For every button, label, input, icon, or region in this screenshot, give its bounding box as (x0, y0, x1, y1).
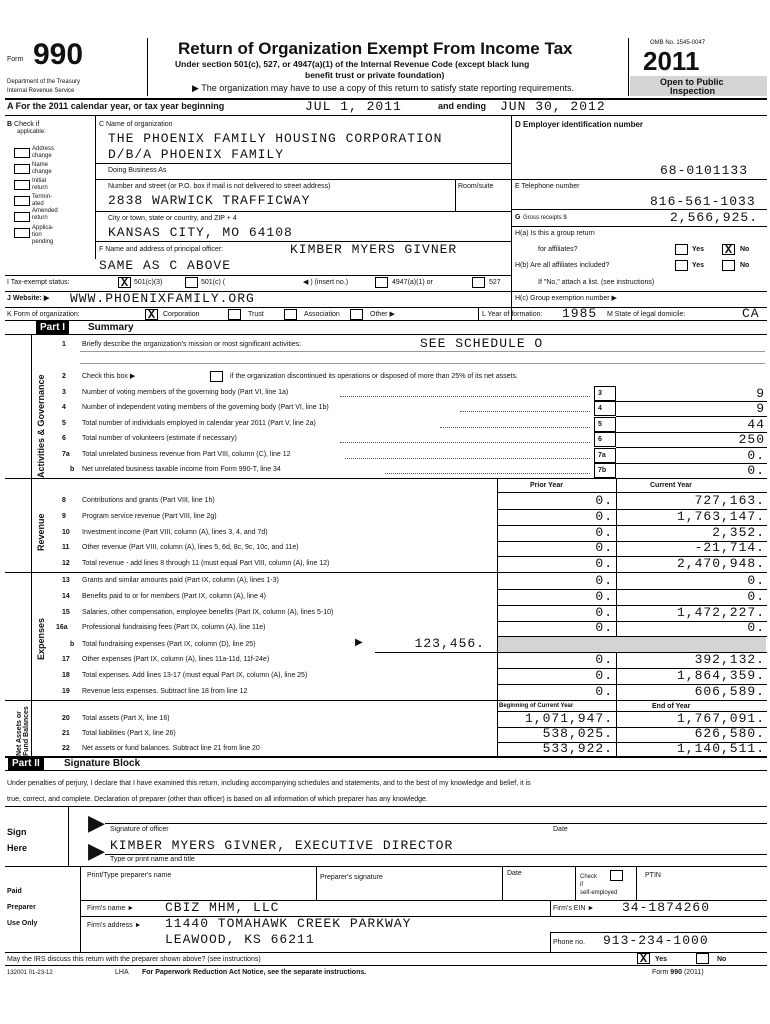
current-year-value[interactable]: 392,132. (694, 652, 765, 667)
dot-leader (345, 458, 590, 459)
current-year-value[interactable]: 0. (747, 589, 765, 604)
gov-box-num: 4 (598, 405, 602, 412)
part1-label: Part I (36, 321, 69, 334)
street-address[interactable]: 2838 WARWICK TRAFFICWAY (108, 193, 311, 208)
gov-line-num: 6 (62, 435, 66, 442)
side-net-assets: Net Assets or Fund Balances (16, 706, 30, 756)
status-501c-label: 501(c) ( (201, 279, 226, 286)
self-employed-label: self-employed (580, 890, 618, 896)
website-label: J Website: ▶ (7, 295, 50, 302)
money-line-num: 15 (62, 609, 70, 616)
city-state-zip[interactable]: KANSAS CITY, MO 64108 (108, 225, 293, 240)
money-line-text: Total revenue - add lines 8 through 11 (must equal Part VIII, column (A), line 12) (82, 560, 330, 567)
gross-receipts[interactable]: 2,566,925. (670, 210, 759, 225)
money-line-num: 9 (62, 513, 66, 520)
principal-officer[interactable]: KIMBER MYERS GIVNER (290, 242, 458, 257)
affiliates-included-label: H(b) Are all affiliates included? (515, 262, 610, 269)
attach-list-note: If "No," attach a list. (see instructions) (538, 279, 655, 286)
officer-address[interactable]: SAME AS C ABOVE (99, 258, 232, 273)
prior-year-value[interactable]: 0. (595, 493, 613, 508)
tax-year-end[interactable]: JUN 30, 2012 (500, 99, 606, 114)
check-label: Check (580, 874, 598, 880)
gov-line-value[interactable]: 0. (747, 448, 765, 463)
gov-line-num: 5 (62, 420, 66, 427)
side-activities: Activities & Governance (36, 374, 46, 478)
prior-year-value[interactable]: 0. (595, 684, 613, 699)
penalty-text-1: Under penalties of perjury, I declare that I have examined this return, including accompanying schedules and statements, and to the best of my knowledge and belief, it is (7, 780, 531, 787)
prep-sig-label: Preparer's signature (320, 874, 383, 881)
firm-ein-label: Firm's EIN ► (553, 905, 595, 912)
current-year-header: Current Year (650, 482, 692, 489)
arrow-icon: ▶ (355, 637, 363, 648)
current-year-value[interactable]: 1,864,359. (676, 668, 765, 683)
line2-check-text: Check this box ▶ (82, 373, 136, 380)
prep-date-label: Date (507, 870, 522, 877)
ha-no-label: No (740, 246, 750, 253)
money-line-text: Program service revenue (Part VIII, line 2g) (82, 513, 217, 520)
dept-treasury: Department of the Treasury (7, 79, 81, 85)
boy-header: Beginning of Current Year (499, 703, 574, 709)
money-line-num: 10 (62, 529, 70, 536)
gov-line-text: Total number of individuals employed in calendar year 2011 (Part V, line 2a) (82, 420, 316, 427)
form-trust-checkbox[interactable] (228, 309, 241, 320)
org-dba[interactable]: D/B/A PHOENIX FAMILY (108, 147, 285, 162)
g-label: G (515, 214, 521, 221)
state-domicile[interactable]: CA (742, 306, 760, 321)
current-year-value[interactable]: 1,140,511. (676, 741, 765, 756)
form-of-org-label: K Form of organization: (7, 311, 80, 318)
money-line-text: Total expenses. Add lines 13-17 (must equal Part IX, column (A), line 25) (82, 672, 308, 679)
money-line-num: 14 (62, 593, 70, 600)
form-other-label: Other ▶ (370, 311, 395, 318)
year-formation[interactable]: 1985 (562, 306, 598, 321)
prior-year-value[interactable]: 0. (595, 509, 613, 524)
dot-leader (460, 411, 590, 412)
status-527-checkbox[interactable] (472, 277, 485, 288)
and-ending: and ending (438, 101, 486, 111)
preparer-label: Preparer (7, 904, 36, 911)
gov-line-text: Total number of volunteers (estimate if necessary) (82, 435, 237, 442)
phone-label: E Telephone number (515, 183, 580, 190)
application-pending-label: Applica-tion pending (32, 225, 54, 245)
current-year-value[interactable]: 1,763,147. (676, 509, 765, 524)
prior-year-value[interactable]: 0. (595, 589, 613, 604)
footer-form: Form 990 (2011) (652, 969, 704, 976)
firm-name[interactable]: CBIZ MHM, LLC (165, 900, 280, 915)
firm-ein[interactable]: 34-1874260 (622, 900, 711, 915)
part2-title: Signature Block (64, 758, 141, 769)
gov-line-value[interactable]: 0. (747, 463, 765, 478)
prior-year-value[interactable]: 0. (595, 652, 613, 667)
money-line-num: 13 (62, 577, 70, 584)
gov-line-value[interactable]: 9 (756, 386, 765, 401)
eoy-header: End of Year (652, 703, 691, 710)
money-line-num: 12 (62, 560, 70, 567)
year-formation-label: L Year of formation: (482, 311, 543, 318)
gov-line-num: b (70, 466, 75, 473)
current-year-value[interactable]: 2,470,948. (676, 556, 765, 571)
tax-year-begin[interactable]: JUL 1, 2011 (305, 99, 402, 114)
money-line-text: Total liabilities (Part X, line 26) (82, 730, 176, 737)
money-line-num: 19 (62, 688, 70, 695)
checkbox-address-change[interactable] (14, 148, 30, 158)
form-other-checkbox[interactable] (350, 309, 363, 320)
discuss-yes-label: Yes (655, 956, 668, 963)
terminated-label: Termin-ated (32, 194, 53, 207)
prior-year-value[interactable]: 0. (595, 605, 613, 620)
status-501c3-checkbox[interactable]: X (118, 277, 131, 288)
money-line-text: Other expenses (Part IX, column (A), lines 11a-11d, 11f-24e) (82, 656, 270, 663)
paid-label: Paid (7, 888, 22, 895)
col-b-applicable: applicable: (17, 129, 46, 135)
type-name-label: Type or print name and title (110, 856, 195, 863)
discuss-yes-checkbox[interactable]: X (637, 953, 650, 964)
dot-leader (385, 473, 590, 474)
form-subtitle-2: benefit trust or private foundation) (305, 70, 445, 80)
prior-year-value[interactable]: 0. (595, 620, 613, 635)
hb-no-checkbox[interactable] (722, 260, 735, 271)
amended-return-label: Amended return (32, 208, 58, 221)
ein-value[interactable]: 68-0101133 (660, 163, 749, 178)
gov-line-text: Number of voting members of the governing body (Part VI, line 1a) (82, 389, 289, 396)
if-label: if (580, 882, 583, 888)
initial-return-label: Initial return (32, 178, 48, 191)
checkbox-application-pending[interactable] (14, 228, 30, 238)
current-year-value[interactable]: -21,714. (694, 540, 765, 555)
money-line-num: 22 (62, 745, 70, 752)
gov-line-value[interactable]: 44 (747, 417, 765, 432)
part2-label: Part II (8, 757, 44, 770)
checkbox-terminated[interactable] (14, 196, 30, 206)
form-corporation-label: Corporation (163, 311, 200, 318)
phone-value[interactable]: 816-561-1033 (650, 194, 756, 209)
officer-label: F Name and address of principal officer: (99, 246, 223, 253)
gov-line-text: Net unrelated business taxable income from Form 990-T, line 34 (82, 466, 281, 473)
hb-no-label: No (740, 262, 750, 269)
firm-name-label: Firm's name ► (87, 905, 135, 912)
ha-yes-checkbox[interactable] (675, 244, 688, 255)
prior-year-value[interactable]: 1,071,947. (524, 711, 613, 726)
discontinued-checkbox[interactable] (210, 371, 223, 382)
gov-line-value[interactable]: 250 (738, 432, 765, 447)
firm-address-1[interactable]: 11440 TOMAHAWK CREEK PARKWAY (165, 916, 412, 931)
ha-no-checkbox[interactable]: X (722, 244, 735, 255)
address-change-label: Address change (32, 146, 55, 159)
dot-leader (340, 442, 590, 443)
form-corporation-checkbox[interactable]: X (145, 309, 158, 320)
gross-receipts-label: Gross receipts $ (523, 215, 567, 221)
affiliates-label: for affiliates? (538, 246, 578, 253)
org-name[interactable]: THE PHOENIX FAMILY HOUSING CORPORATION (108, 131, 443, 146)
money-line-text: Professional fundraising fees (Part IX, column (A), line 11e) (82, 624, 266, 631)
gov-line-num: 4 (62, 404, 66, 411)
sig-date-label: Date (553, 826, 568, 833)
hb-yes-label: Yes (692, 262, 705, 269)
checkbox-initial-return[interactable] (14, 180, 30, 190)
gov-line-value[interactable]: 9 (756, 401, 765, 416)
gov-line-num: 7a (62, 451, 70, 458)
line16b-text: Total fundraising expenses (Part IX, column (D), line 25) (82, 641, 256, 648)
money-line-text: Grants and similar amounts paid (Part IX, column (A), lines 1-3) (82, 577, 279, 584)
ha-yes-label: Yes (692, 246, 705, 253)
gov-box-num: 3 (598, 390, 602, 397)
form-title: Return of Organization Exempt From Income Tax (178, 39, 573, 58)
gov-line-text: Number of independent voting members of the governing body (Part VI, line 1b) (82, 404, 329, 411)
omb-number: OMB No. 1545-0047 (650, 40, 706, 46)
sig-officer-label: Signature of officer (110, 826, 169, 833)
line1-num: 1 (62, 341, 66, 348)
tax-year: 2011 (643, 46, 700, 76)
use-only-label: Use Only (7, 920, 38, 927)
footer-lha: LHA (115, 969, 129, 976)
gov-box-num: 5 (598, 421, 602, 428)
money-line-num: 18 (62, 672, 70, 679)
checkbox-amended-return[interactable] (14, 212, 30, 222)
insert-no-label: ◀ ) (insert no.) (303, 279, 349, 286)
form-number: 990 (33, 38, 84, 71)
gov-line-num: 3 (62, 389, 66, 396)
side-expenses: Expenses (36, 617, 46, 660)
prior-year-value[interactable]: 0. (595, 556, 613, 571)
notice: ▶ The organization may have to use a copy of this return to satisfy state reporting requirements. (192, 83, 574, 93)
ptin-label: PTIN (645, 872, 661, 879)
money-line-text: Contributions and grants (Part VIII, line 1h) (82, 497, 215, 504)
form-subtitle: Under section 501(c), 527, or 4947(a)(1) of the Internal Revenue Code (except black lung (175, 59, 530, 69)
money-line-num: 21 (62, 730, 70, 737)
room-label: Room/suite (458, 183, 494, 190)
sign-arrow-icon-2: ▶ (88, 838, 105, 863)
irs: Internal Revenue Service (7, 88, 75, 94)
prior-year-value[interactable]: 0. (595, 540, 613, 555)
gov-box-num: 7a (598, 452, 606, 459)
dot-leader (340, 396, 590, 397)
prior-year-header: Prior Year (530, 482, 563, 489)
current-year-value[interactable]: 0. (747, 620, 765, 635)
prior-year-value[interactable]: 0. (595, 573, 613, 588)
money-line-num: 8 (62, 497, 66, 504)
website-value[interactable]: WWW.PHOENIXFAMILY.ORG (70, 291, 255, 306)
col-b-label: B Check if (7, 121, 40, 128)
group-return-label: H(a) Is this a group return (515, 230, 595, 237)
self-employed-checkbox[interactable] (610, 870, 623, 881)
current-year-value[interactable]: 626,580. (694, 726, 765, 741)
prior-year-value[interactable]: 533,922. (542, 741, 613, 756)
prep-name-label: Print/Type preparer's name (87, 872, 172, 879)
discuss-no-label: No (717, 956, 727, 963)
status-4947-label: 4947(a)(1) or (392, 279, 433, 286)
open-public-1: Open to Public (660, 77, 724, 87)
signer-name[interactable]: KIMBER MYERS GIVNER, EXECUTIVE DIRECTOR (110, 838, 454, 853)
firm-address-label: Firm's address ► (87, 922, 142, 929)
money-line-text: Other revenue (Part VIII, column (A), lines 5, 6d, 8c, 9c, 10c, and 11e) (82, 544, 299, 551)
money-line-text: Net assets or fund balances. Subtract line 21 from line 20 (82, 745, 260, 752)
firm-address-2[interactable]: LEAWOOD, KS 66211 (165, 932, 315, 947)
gov-box-num: 7b (598, 467, 607, 474)
state-domicile-label: M State of legal domicile: (607, 311, 686, 318)
prior-year-value[interactable]: 0. (595, 525, 613, 540)
prior-year-value[interactable]: 538,025. (542, 726, 613, 741)
current-year-value[interactable]: 727,163. (694, 493, 765, 508)
group-exemption-label: H(c) Group exemption number ▶ (515, 295, 617, 302)
status-501c-checkbox[interactable] (185, 277, 198, 288)
dba-label: Doing Business As (108, 167, 167, 174)
current-year-value[interactable]: 1,472,227. (676, 605, 765, 620)
money-line-num: 11 (62, 544, 70, 551)
money-line-text: Total assets (Part X, line 16) (82, 715, 170, 722)
prior-year-value[interactable]: 0. (595, 668, 613, 683)
line2-num: 2 (62, 373, 66, 380)
form-association-label: Association (304, 311, 340, 318)
money-line-text: Benefits paid to or for members (Part IX, column (A), line 4) (82, 593, 267, 600)
firm-phone[interactable]: 913-234-1000 (603, 933, 709, 948)
line2-text: if the organization discontinued its operations or disposed of more than 25% of its net assets. (230, 373, 518, 380)
name-change-label: Name change (32, 162, 52, 175)
here-label: Here (7, 843, 28, 853)
line16b-num: b (70, 641, 75, 648)
status-527-label: 527 (489, 279, 501, 286)
money-line-text: Investment income (Part VIII, column (A), lines 3, 4, and 7d) (82, 529, 268, 536)
checkbox-name-change[interactable] (14, 164, 30, 174)
money-line-num: 20 (62, 715, 70, 722)
sign-arrow-icon: ▶ (88, 810, 105, 835)
sign-label: Sign (7, 827, 27, 837)
status-501c3-label: 501(c)(3) (134, 279, 163, 286)
discuss-text: May the IRS discuss this return with the preparer shown above? (see instructions) (7, 956, 261, 963)
street-label: Number and street (or P.O. box if mail is not delivered to street address) (108, 183, 331, 190)
part1-title: Summary (88, 322, 134, 333)
current-year-value[interactable]: 2,352. (712, 525, 765, 540)
org-name-label: C Name of organization (99, 121, 173, 128)
current-year-value[interactable]: 1,767,091. (676, 711, 765, 726)
side-revenue: Revenue (36, 513, 46, 551)
penalty-text-2: true, correct, and complete. Declaration of preparer (other than officer) is based on all information of which preparer has any knowledge. (7, 796, 428, 803)
line-a-label: A For the 2011 calendar year, or tax year beginning (7, 101, 225, 111)
money-line-text: Salaries, other compensation, employee benefits (Part IX, column (A), lines 5-10) (82, 609, 334, 616)
hb-yes-checkbox[interactable] (675, 260, 688, 271)
open-public-2: Inspection (670, 86, 716, 96)
current-year-value[interactable]: 0. (747, 573, 765, 588)
line1-text: Briefly describe the organization's mission or most significant activities: (82, 341, 302, 348)
money-line-num: 16a (56, 624, 68, 631)
footer-code: 132001 01-23-12 (7, 970, 53, 976)
mission-value[interactable]: SEE SCHEDULE O (420, 336, 544, 351)
gov-line-text: Total unrelated business revenue from Part VIII, column (C), line 12 (82, 451, 291, 458)
ein-label: D Employer identification number (515, 120, 644, 129)
gov-box-num: 6 (598, 436, 602, 443)
discuss-no-checkbox[interactable] (696, 953, 709, 964)
current-year-value[interactable]: 606,589. (694, 684, 765, 699)
form-prefix: Form (7, 56, 24, 63)
firm-phone-label: Phone no. (553, 939, 585, 946)
status-4947-checkbox[interactable] (375, 277, 388, 288)
form-association-checkbox[interactable] (284, 309, 297, 320)
city-label: City or town, state or country, and ZIP + 4 (108, 215, 237, 222)
form-trust-label: Trust (248, 311, 264, 318)
money-line-text: Revenue less expenses. Subtract line 18 from line 12 (82, 688, 248, 695)
footer-notice: For Paperwork Reduction Act Notice, see the separate instructions. (142, 969, 367, 976)
tax-exempt-label: I Tax-exempt status: (7, 279, 70, 286)
dot-leader (440, 427, 590, 428)
line16b-value[interactable]: 123,456. (414, 636, 485, 651)
money-line-num: 17 (62, 656, 70, 663)
